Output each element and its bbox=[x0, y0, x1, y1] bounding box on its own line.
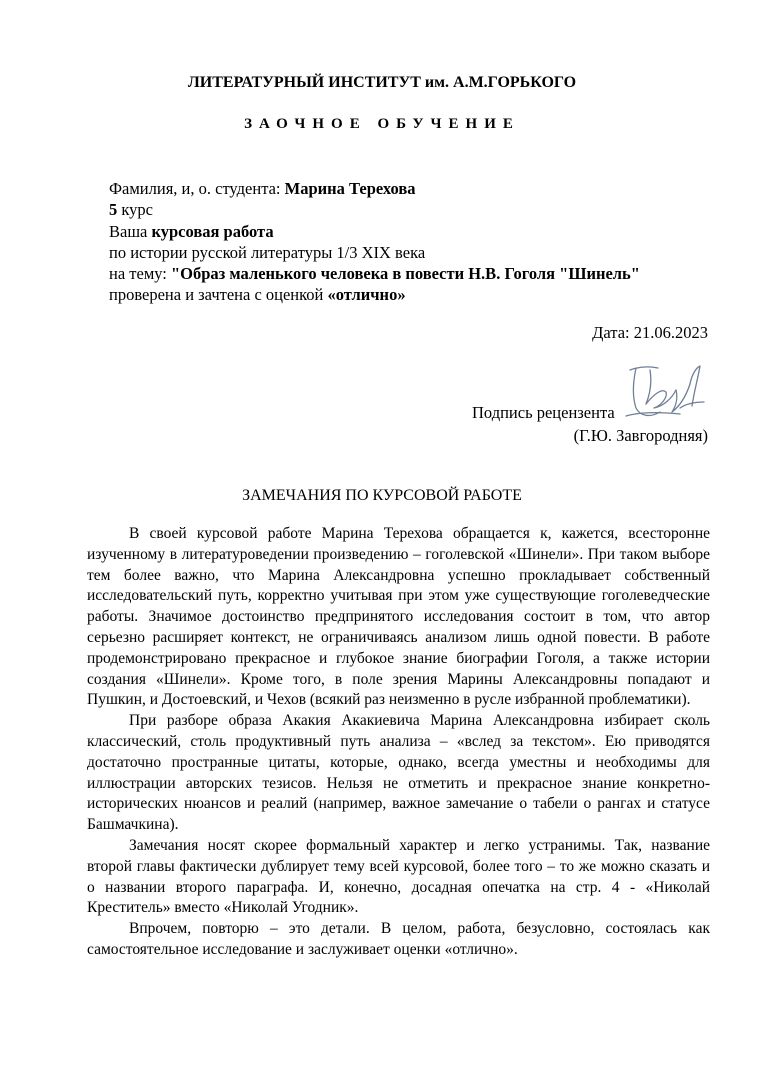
student-name-line bbox=[109, 178, 640, 199]
work-prefix: Ваша bbox=[109, 221, 152, 241]
student-info-block bbox=[109, 178, 640, 306]
grade-line bbox=[109, 284, 640, 305]
work-type: курсовая работа bbox=[151, 221, 274, 241]
review-date: Дата: 21.06.2023 bbox=[592, 323, 708, 342]
course-line bbox=[109, 199, 640, 220]
remarks-heading: ЗАМЕЧАНИЯ ПО КУРСОВОЙ РАБОТЕ bbox=[242, 487, 522, 504]
remarks-paragraph: Замечания носят скорее формальный характер и легко устранимы. Так, название второй главы фактически дублирует тему всей курсовой, более того – то же можно сказать и о названии второго параграфа. И, конечно, досадная опечатка на стр. 4 - «Николай Креститель» вместо «Николай Угодник». bbox=[87, 836, 710, 917]
signature-label: Подпись рецензента bbox=[472, 403, 615, 422]
remarks-body bbox=[87, 524, 710, 961]
topic-label: на тему: bbox=[109, 264, 171, 284]
grade-value: «отлично» bbox=[327, 285, 406, 305]
reviewer-name: (Г.Ю. Завгородняя) bbox=[573, 426, 708, 445]
handwritten-signature bbox=[620, 362, 710, 422]
course-label: курс bbox=[117, 200, 153, 220]
course-number: 5 bbox=[109, 200, 118, 220]
study-mode-heading: ЗАОЧНОЕ ОБУЧЕНИЕ bbox=[244, 116, 520, 132]
grade-prefix: проверена и зачтена с оценкой bbox=[109, 285, 328, 305]
remarks-paragraph: При разборе образа Акакия Акакиевича Марина Александровна избирает сколь классический, столь продуктивный путь анализа – «вслед за текстом». Ею приводятся достаточно пространные цитаты, которые, однако, всегда уместны и необходимы для иллюстрации авторских тезисов. Нельзя не отметить и прекрасное знание конкретно-исторических нюансов и реалий (например, важное замечание о табели о рангах и статусе Башмачкина). bbox=[87, 712, 710, 834]
remarks-paragraph: Впрочем, повторю – это детали. В целом, работа, безусловно, состоялась как самостоятельное исследование и заслуживает оценки «отлично». bbox=[87, 920, 710, 958]
remarks-paragraph: В своей курсовой работе Марина Терехова обращается к, кажется, всесторонне изученному в литературоведении произведению – гоголевской «Шинели». При таком выборе тем более важно, что Марина Александровна успешно прокладывает собственный исследовательский путь, корректно учитывая при этом уже существующие гоголеведческие работы. Значимое достоинство предпринятого исследования состоит в том, что автор серьезно расширяет контекст, не ограничиваясь анализом лишь одной повести. В работе продемонстрировано прекрасное и глубокое знание биографии Гоголя, а также истории создания «Шинели». Кроме того, в поле зрения Марины Александровны попадают и Пушкин, и Достоевский, и Чехов (всякий раз неизменно в русле избранной проблематики). bbox=[87, 525, 710, 709]
topic-line bbox=[109, 263, 640, 284]
student-name: Марина Терехова bbox=[284, 179, 416, 198]
work-type-line bbox=[109, 221, 640, 242]
institute-title: ЛИТЕРАТУРНЫЙ ИНСТИТУТ им. А.М.ГОРЬКОГО bbox=[187, 74, 577, 91]
subject-line: по истории русской литературы 1/3 XIX века bbox=[109, 242, 426, 262]
student-name-label: Фамилия, и, о. студента: bbox=[109, 179, 285, 198]
topic-title: "Образ маленького человека в повести Н.В. Гоголя "Шинель" bbox=[171, 264, 640, 284]
